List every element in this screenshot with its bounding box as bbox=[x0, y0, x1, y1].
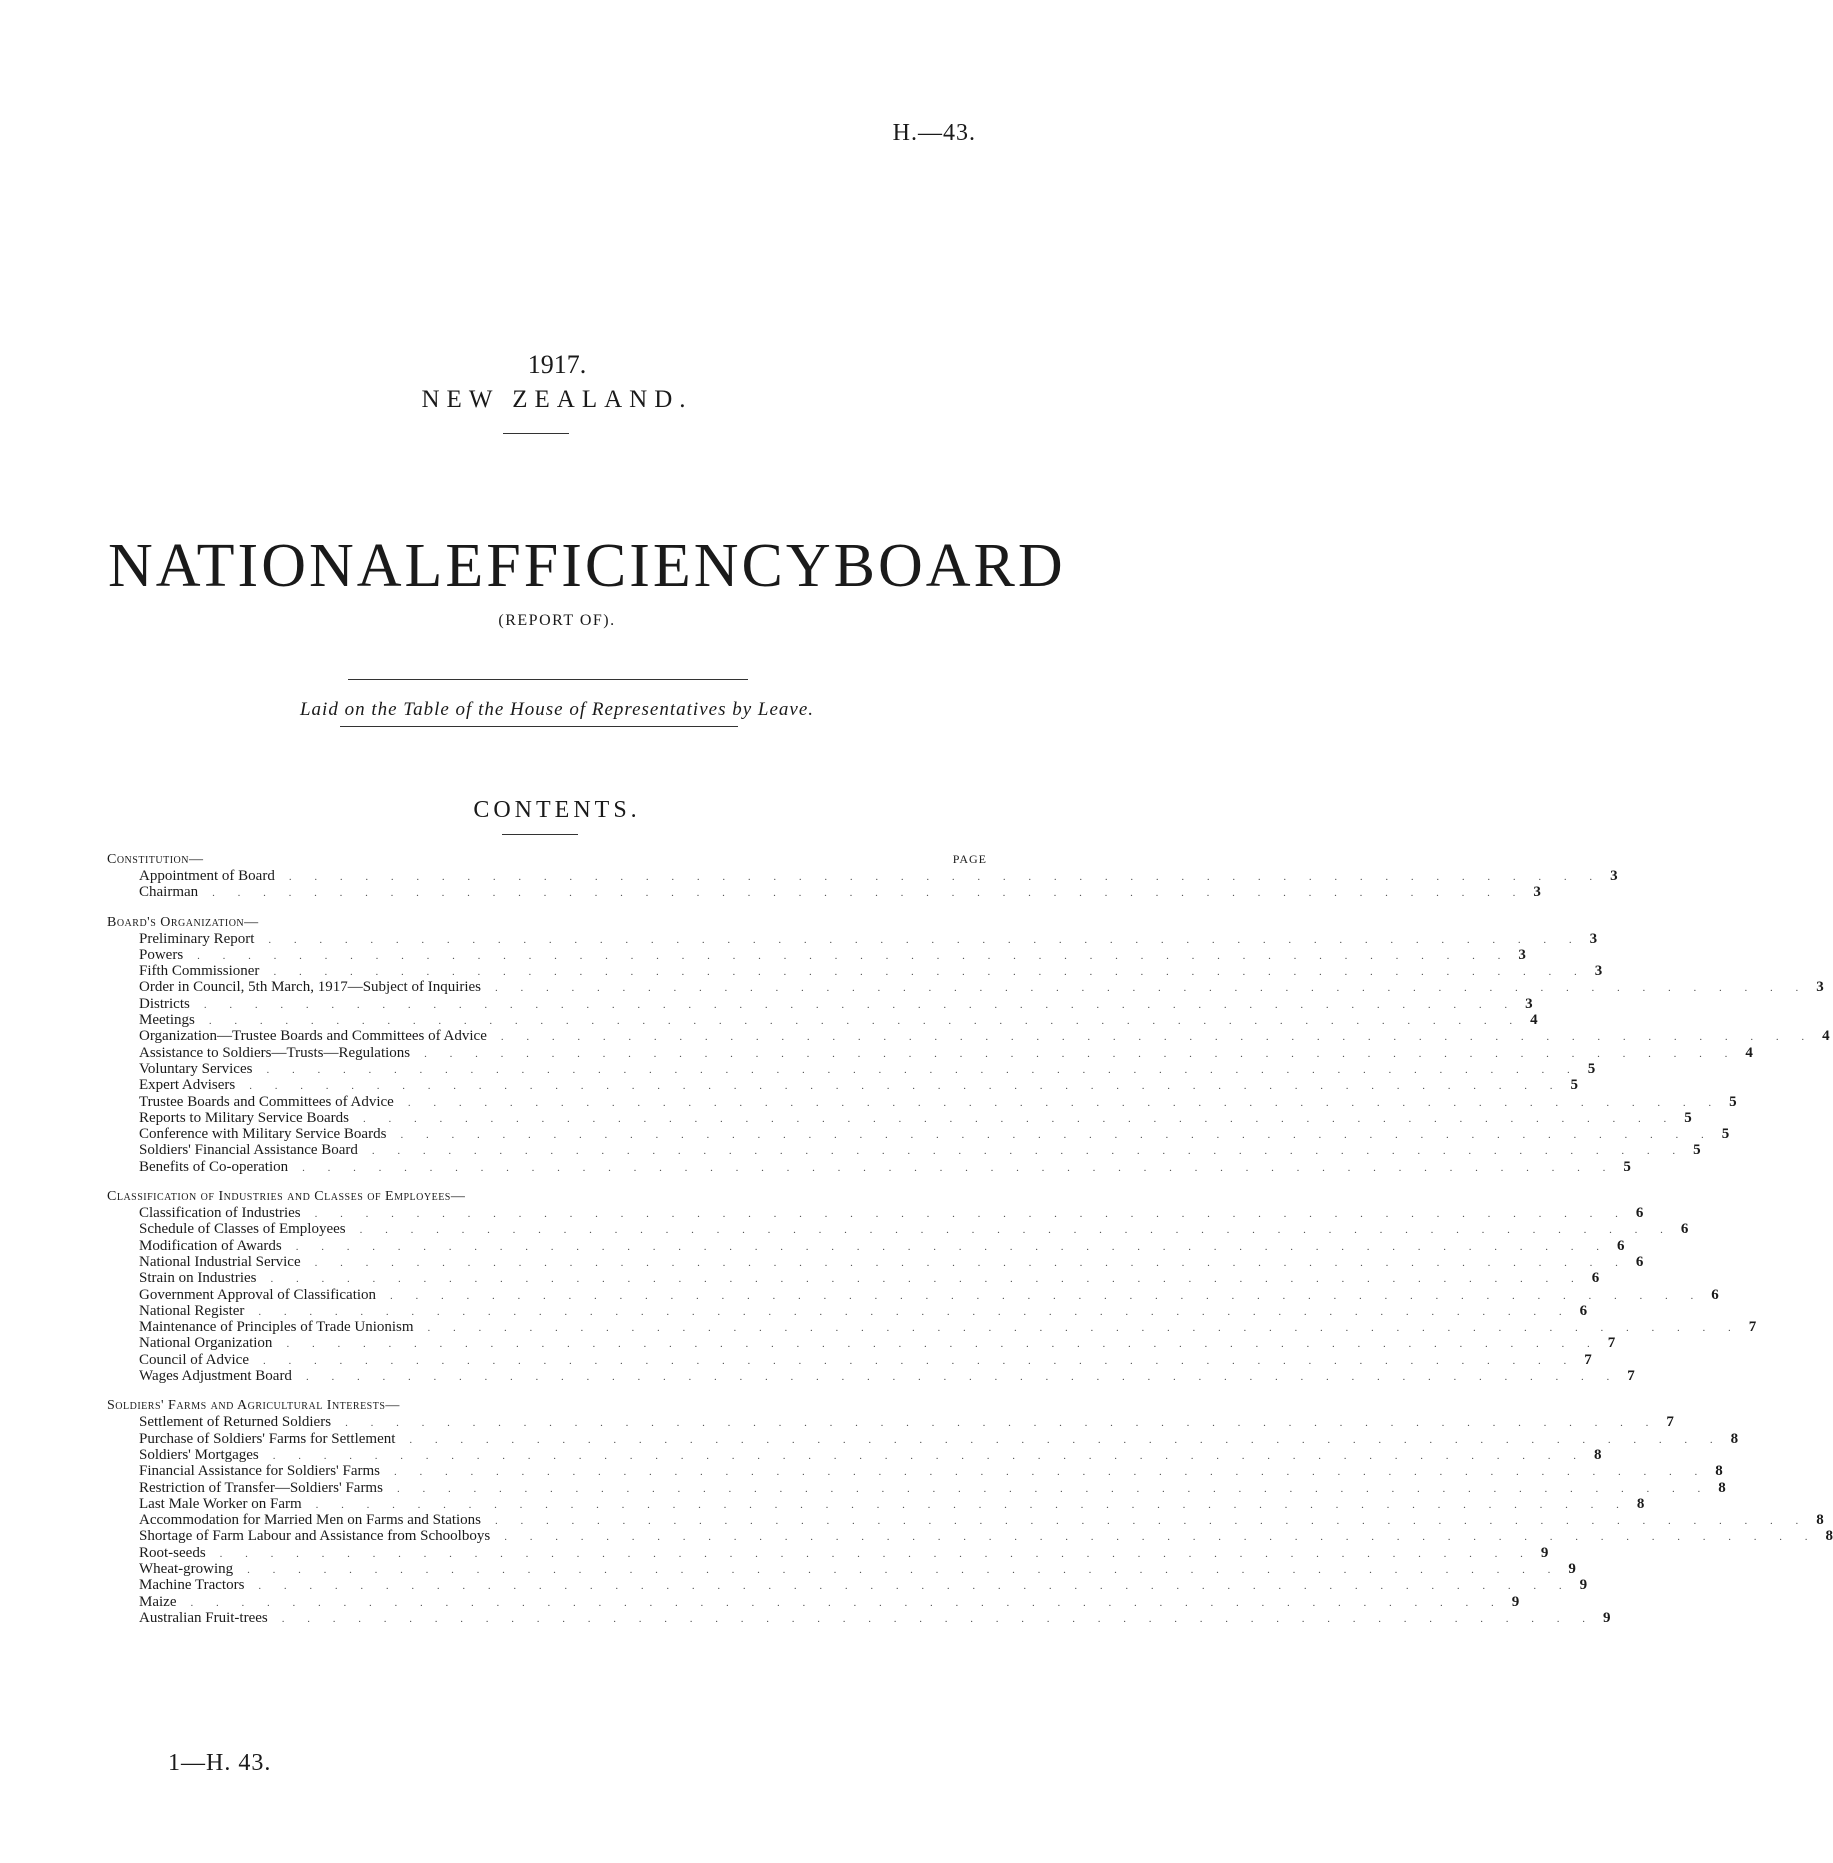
toc-section bbox=[107, 852, 1618, 901]
toc-entry bbox=[107, 1237, 1625, 1254]
toc-entry bbox=[107, 979, 1824, 996]
toc-entry-label: Last Male Worker on Farm bbox=[139, 1495, 302, 1512]
toc-entry bbox=[107, 1109, 1692, 1126]
toc-section-title: Classification of Industries and Classes of Employees— bbox=[107, 1189, 466, 1205]
toc-entry-label: Schedule of Classes of Employees bbox=[139, 1221, 346, 1238]
report-year: 1917. bbox=[527, 350, 587, 379]
toc-entry-page: 6 bbox=[1617, 1237, 1625, 1254]
toc-entry-label: Assistance to Soldiers—Trusts—Regulations bbox=[139, 1044, 411, 1061]
toc-entry-page: 4 bbox=[1822, 1028, 1830, 1045]
toc-entry-label: Strain on Industries bbox=[139, 1270, 257, 1287]
toc-entry-page: 5 bbox=[1729, 1093, 1737, 1110]
toc-entry-page: 5 bbox=[1570, 1077, 1578, 1094]
toc-entry-label: Fifth Commissioner bbox=[139, 963, 260, 980]
toc-entry-label: Council of Advice bbox=[139, 1351, 249, 1368]
toc-entry-label: Appointment of Board bbox=[139, 868, 275, 884]
dot-leader: . . . . . . . . . . . . . . . . . . . . . . . . . . . . . . . . . . . . . . . . . . . . . . . . . . . . bbox=[203, 998, 1518, 1011]
toc-entry-page: 7 bbox=[1607, 1335, 1616, 1352]
toc-entry-label: Districts bbox=[139, 995, 190, 1012]
toc-entry bbox=[107, 1077, 1578, 1094]
toc-entry-label: Government Approval of Classification bbox=[139, 1286, 377, 1303]
toc-entry bbox=[107, 1430, 1739, 1447]
toc-entry bbox=[107, 884, 1541, 901]
toc-entry bbox=[107, 1560, 1576, 1577]
toc-entry-label: Modification of Awards bbox=[139, 1237, 282, 1254]
toc-entry bbox=[107, 1463, 1723, 1480]
toc-entry bbox=[107, 930, 1598, 947]
toc-entry-page: 8 bbox=[1718, 1479, 1726, 1496]
page-column-label: PAGE bbox=[952, 852, 987, 866]
title-word-3: BOARD bbox=[833, 532, 1066, 600]
dot-leader: . . . . . . . . . . . . . . . . . . . . . . . . . . . . . . . . . . . . . . . . . . . . . . . . . . . . bbox=[268, 933, 1582, 946]
toc-entry-label: Trustee Boards and Committees of Advice bbox=[139, 1093, 394, 1110]
toc-entry bbox=[107, 1414, 1674, 1431]
toc-entry-page: 5 bbox=[1623, 1158, 1631, 1175]
toc-entry-page: 3 bbox=[1816, 979, 1824, 996]
toc-section bbox=[107, 1398, 1833, 1626]
toc-entry-page: 9 bbox=[1540, 1544, 1549, 1561]
dot-leader: . . . . . . . . . . . . . . . . . . . . . . . . . . . . . . . . . . . . . . . . . . . . . . . . . . . . bbox=[424, 1047, 1738, 1060]
toc-entry-label: Classification of Industries bbox=[139, 1205, 301, 1222]
dot-leader: . . . . . . . . . . . . . . . . . . . . . . . . . . . . . . . . . . . . . . . . . . . . . . . . . . . . bbox=[314, 1208, 1628, 1221]
toc-entry-page: 5 bbox=[1721, 1126, 1730, 1143]
divider-rule bbox=[502, 834, 578, 835]
dot-leader: . . . . . . . . . . . . . . . . . . . . . . . . . . . . . . . . . . . . . . . . . . . . . . . . . . . . bbox=[262, 1354, 1577, 1367]
toc-entry-page: 9 bbox=[1511, 1593, 1520, 1610]
toc-entry-page: 3 bbox=[1525, 995, 1533, 1012]
dot-leader: . . . . . . . . . . . . . . . . . . . . . . . . . . . . . . . . . . . . . . . . . . . . . . . . . . . . bbox=[314, 1256, 1628, 1269]
toc-entry bbox=[107, 1270, 1600, 1287]
toc-entry-page: 5 bbox=[1587, 1060, 1596, 1077]
dot-leader: . . . . . . . . . . . . . . . . . . . . . . . . . . . . . . . . . . . . . . . . . . . . . . . . . . . . bbox=[504, 1531, 1818, 1544]
toc-entry bbox=[107, 1060, 1596, 1077]
title-word-1: NATIONAL bbox=[108, 532, 446, 600]
toc-entry-label: Accommodation for Married Men on Farms and Stations bbox=[139, 1512, 482, 1529]
dot-leader: . . . . . . . . . . . . . . . . . . . . . . . . . . . . . . . . . . . . . . . . . . . . . . . . . . . . bbox=[258, 1580, 1572, 1593]
toc-entry-page: 8 bbox=[1636, 1495, 1645, 1512]
toc-entry-page: 3 bbox=[1594, 963, 1603, 980]
toc-entry-label: Expert Advisers bbox=[139, 1077, 236, 1094]
toc-entry bbox=[107, 1142, 1701, 1159]
toc-entry bbox=[107, 1495, 1645, 1512]
dot-leader: . . . . . . . . . . . . . . . . . . . . . . . . . . . . . . . . . . . . . . . . . . . . . . . . . . . . bbox=[219, 1547, 1533, 1560]
toc-entry bbox=[107, 946, 1526, 963]
toc-entry bbox=[107, 995, 1533, 1012]
toc-entry-page: 3 bbox=[1610, 868, 1618, 884]
toc-entry bbox=[107, 1126, 1730, 1143]
toc-entry-page: 4 bbox=[1745, 1044, 1753, 1061]
toc-entry-label: Meetings bbox=[139, 1012, 195, 1029]
toc-entry-page: 6 bbox=[1579, 1302, 1588, 1319]
dot-leader: . . . . . . . . . . . . . . . . . . . . . . . . . . . . . . . . . . . . . . . . . . . . . . . . . . . . bbox=[315, 1498, 1629, 1511]
laid-statement: Laid on the Table of the House of Representatives by Leave. bbox=[299, 699, 815, 720]
dot-leader: . . . . . . . . . . . . . . . . . . . . . . . . . . . . . . . . . . . . . . . . . . . . . . . . . . . . bbox=[427, 1322, 1741, 1335]
toc-entry bbox=[107, 1158, 1631, 1175]
toc-sections bbox=[107, 852, 1833, 1626]
dot-leader: . . . . . . . . . . . . . . . . . . . . . . . . . . . . . . . . . . . . . . . . . . . . . . . . . . . . bbox=[407, 1096, 1722, 1109]
toc-entry bbox=[107, 1012, 1538, 1029]
toc-entry-label: Settlement of Returned Soldiers bbox=[139, 1414, 332, 1431]
toc-entry-label: National Register bbox=[139, 1302, 245, 1319]
dot-leader: . . . . . . . . . . . . . . . . . . . . . . . . . . . . . . . . . . . . . . . . . . . . . . . . . . . . bbox=[270, 1273, 1584, 1286]
toc-entry-page: 6 bbox=[1635, 1253, 1644, 1270]
toc-entry bbox=[107, 1253, 1644, 1270]
toc-entry-page: 7 bbox=[1666, 1414, 1674, 1431]
toc-entry-page: 9 bbox=[1579, 1577, 1588, 1594]
toc-entry-page: 9 bbox=[1602, 1609, 1611, 1626]
toc-entry bbox=[107, 1368, 1635, 1385]
document-subtitle: (REPORT OF). bbox=[498, 612, 616, 629]
dot-leader: . . . . . . . . . . . . . . . . . . . . . . . . . . . . . . . . . . . . . . . . . . . . . . . . . . . . bbox=[371, 1145, 1686, 1158]
toc-entry-label: National Industrial Service bbox=[139, 1253, 301, 1270]
toc-entry-page: 5 bbox=[1693, 1142, 1701, 1159]
dot-leader: . . . . . . . . . . . . . . . . . . . . . . . . . . . . . . . . . . . . . . . . . . . . . . . . . . . . bbox=[266, 1063, 1580, 1076]
toc-section bbox=[107, 1189, 1757, 1385]
toc-entry-page: 8 bbox=[1730, 1430, 1739, 1447]
toc-entry-page: 3 bbox=[1589, 930, 1598, 947]
dot-leader: . . . . . . . . . . . . . . . . . . . . . . . . . . . . . . . . . . . . . . . . . . . . . . . . . . . . bbox=[394, 1466, 1708, 1479]
dot-leader: . . . . . . . . . . . . . . . . . . . . . . . . . . . . . . . . . . . . . . . . . . . . . . . . . . . . bbox=[302, 1161, 1616, 1174]
toc-entry-label: Shortage of Farm Labour and Assistance from Schoolboys bbox=[139, 1528, 491, 1545]
toc-entry bbox=[107, 1319, 1757, 1336]
divider-rule bbox=[503, 433, 569, 434]
country-name: NEW ZEALAND. bbox=[421, 386, 693, 413]
document-reference: H.—43. bbox=[892, 120, 976, 146]
toc-entry bbox=[107, 1577, 1588, 1594]
title-word-2: EFFICIENCY bbox=[445, 532, 834, 600]
toc-entry-page: 7 bbox=[1748, 1319, 1757, 1336]
document-title bbox=[108, 532, 1066, 600]
dot-leader: . . . . . . . . . . . . . . . . . . . . . . . . . . . . . . . . . . . . . . . . . . . . . . . . . . . . bbox=[495, 1515, 1809, 1528]
toc-entry bbox=[107, 1479, 1726, 1496]
dot-leader: . . . . . . . . . . . . . . . . . . . . . . . . . . . . . . . . . . . . . . . . . . . . . . . . . . . . bbox=[345, 1417, 1659, 1430]
toc-entry-page: 7 bbox=[1584, 1351, 1592, 1368]
dot-leader: . . . . . . . . . . . . . . . . . . . . . . . . . . . . . . . . . . . . . . . . . . . . . . . . . . . . bbox=[190, 1596, 1504, 1609]
toc-entry bbox=[107, 1205, 1644, 1222]
toc-entry-page: 8 bbox=[1594, 1446, 1602, 1463]
toc-entry-page: 6 bbox=[1591, 1270, 1600, 1287]
toc-entry bbox=[107, 1609, 1611, 1626]
toc-entry-label: Australian Fruit-trees bbox=[139, 1609, 268, 1626]
dot-leader: . . . . . . . . . . . . . . . . . . . . . . . . . . . . . . . . . . . . . . . . . . . . . . . . . . . . bbox=[400, 1129, 1714, 1142]
toc-section bbox=[107, 914, 1830, 1175]
dot-leader: . . . . . . . . . . . . . . . . . . . . . . . . . . . . . . . . . . . . . . . . . . . . . . . . . . . . bbox=[212, 887, 1526, 900]
toc-entry-label: Root-seeds bbox=[139, 1544, 206, 1561]
dot-leader: . . . . . . . . . . . . . . . . . . . . . . . . . . . . . . . . . . . . . . . . . . . . . . . . . . . . bbox=[288, 871, 1603, 883]
toc-section-title: Board's Organization— bbox=[107, 914, 259, 930]
dot-leader: . . . . . . . . . . . . . . . . . . . . . . . . . . . . . . . . . . . . . . . . . . . . . . . . . . . . bbox=[281, 1612, 1595, 1625]
toc-entry-label: National Organization bbox=[139, 1335, 273, 1352]
toc-section-title: Soldiers' Farms and Agricultural Interests— bbox=[107, 1398, 400, 1414]
toc-entry-page: 3 bbox=[1533, 884, 1541, 901]
toc-entry bbox=[107, 1446, 1602, 1463]
dot-leader: . . . . . . . . . . . . . . . . . . . . . . . . . . . . . . . . . . . . . . . . . . . . . . . . . . . . bbox=[305, 1371, 1620, 1384]
toc-entry bbox=[107, 1044, 1753, 1061]
toc-entry-label: Financial Assistance for Soldiers' Farms bbox=[139, 1463, 381, 1480]
contents-heading: CONTENTS. bbox=[473, 797, 641, 823]
dot-leader: . . . . . . . . . . . . . . . . . . . . . . . . . . . . . . . . . . . . . . . . . . . . . . . . . . . . bbox=[249, 1080, 1563, 1093]
toc-entry-label: Soldiers' Financial Assistance Board bbox=[139, 1142, 358, 1159]
toc-entry-label: Wheat-growing bbox=[139, 1560, 234, 1577]
toc-section-title: Constitution— bbox=[107, 852, 204, 867]
dot-leader: . . . . . . . . . . . . . . . . . . . . . . . . . . . . . . . . . . . . . . . . . . . . . . . . . . . . bbox=[390, 1289, 1704, 1302]
toc-entry-page: 6 bbox=[1711, 1286, 1719, 1303]
dot-leader: . . . . . . . . . . . . . . . . . . . . . . . . . . . . . . . . . . . . . . . . . . . . . . . . . . . . bbox=[409, 1433, 1723, 1446]
toc-entry-label: Chairman bbox=[139, 884, 199, 901]
toc-entry-page: 7 bbox=[1627, 1368, 1635, 1385]
dot-leader: . . . . . . . . . . . . . . . . . . . . . . . . . . . . . . . . . . . . . . . . . . . . . . . . . . . . bbox=[362, 1112, 1677, 1125]
toc-entry-page: 8 bbox=[1816, 1512, 1824, 1529]
toc-entry bbox=[107, 1544, 1549, 1561]
toc-entry bbox=[107, 1351, 1592, 1368]
sheet-signature: 1—H. 43. bbox=[168, 1750, 272, 1776]
dot-leader: . . . . . . . . . . . . . . . . . . . . . . . . . . . . . . . . . . . . . . . . . . . . . . . . . . . . bbox=[208, 1015, 1523, 1028]
toc-entry bbox=[107, 1302, 1588, 1319]
toc-entry-label: Soldiers' Mortgages bbox=[139, 1446, 259, 1463]
toc-entry bbox=[107, 1093, 1737, 1110]
toc-entry-page: 4 bbox=[1530, 1012, 1538, 1029]
toc-entry bbox=[107, 1512, 1824, 1529]
toc-entry bbox=[107, 1528, 1833, 1545]
dot-leader: . . . . . . . . . . . . . . . . . . . . . . . . . . . . . . . . . . . . . . . . . . . . . . . . . . . . bbox=[273, 966, 1587, 979]
toc-entry-page: 5 bbox=[1684, 1109, 1692, 1126]
toc-entry-label: Restriction of Transfer—Soldiers' Farms bbox=[139, 1479, 383, 1496]
toc-entry-label: Benefits of Co-operation bbox=[139, 1158, 289, 1175]
toc-entry-label: Conference with Military Service Boards bbox=[139, 1126, 387, 1143]
divider-rule bbox=[340, 726, 738, 727]
dot-leader: . . . . . . . . . . . . . . . . . . . . . . . . . . . . . . . . . . . . . . . . . . . . . . . . . . . . bbox=[247, 1563, 1561, 1576]
dot-leader: . . . . . . . . . . . . . . . . . . . . . . . . . . . . . . . . . . . . . . . . . . . . . . . . . . . . bbox=[272, 1449, 1587, 1462]
toc-entry-label: Powers bbox=[139, 946, 184, 963]
toc-entry bbox=[107, 1286, 1719, 1303]
toc-entry bbox=[107, 1221, 1689, 1238]
toc-entry-label: Wages Adjustment Board bbox=[139, 1368, 292, 1385]
dot-leader: . . . . . . . . . . . . . . . . . . . . . . . . . . . . . . . . . . . . . . . . . . . . . . . . . . . . bbox=[197, 949, 1511, 962]
toc-entry bbox=[107, 1335, 1616, 1352]
toc-entry bbox=[107, 1593, 1520, 1610]
table-of-contents bbox=[107, 852, 1833, 1640]
toc-entry-page: 3 bbox=[1518, 946, 1526, 963]
toc-entry-label: Purchase of Soldiers' Farms for Settlement bbox=[139, 1430, 396, 1447]
toc-entry-label: Voluntary Services bbox=[139, 1060, 253, 1077]
toc-entry-label: Maintenance of Principles of Trade Unionism bbox=[139, 1319, 414, 1336]
toc-entry-page: 8 bbox=[1825, 1528, 1833, 1545]
dot-leader: . . . . . . . . . . . . . . . . . . . . . . . . . . . . . . . . . . . . . . . . . . . . . . . . . . . . bbox=[258, 1305, 1572, 1318]
toc-entry-page: 6 bbox=[1635, 1205, 1644, 1222]
dot-leader: . . . . . . . . . . . . . . . . . . . . . . . . . . . . . . . . . . . . . . . . . . . . . . . . . . . . bbox=[396, 1482, 1711, 1495]
toc-entry-label: Organization—Trustee Boards and Committees of Advice bbox=[139, 1028, 487, 1045]
toc-entry-page: 6 bbox=[1680, 1221, 1689, 1238]
toc-entry-label: Order in Council, 5th March, 1917—Subject of Inquiries bbox=[139, 979, 482, 996]
dot-leader: . . . . . . . . . . . . . . . . . . . . . . . . . . . . . . . . . . . . . . . . . . . . . . . . . . . . bbox=[286, 1338, 1600, 1351]
toc-entry bbox=[107, 868, 1618, 884]
dot-leader: . . . . . . . . . . . . . . . . . . . . . . . . . . . . . . . . . . . . . . . . . . . . . . . . . . . . bbox=[359, 1224, 1673, 1237]
toc-entry-label: Maize bbox=[139, 1593, 177, 1610]
toc-entry-label: Machine Tractors bbox=[139, 1577, 245, 1594]
toc-entry-page: 8 bbox=[1715, 1463, 1723, 1480]
toc-entry bbox=[107, 1028, 1830, 1045]
dot-leader: . . . . . . . . . . . . . . . . . . . . . . . . . . . . . . . . . . . . . . . . . . . . . . . . . . . . bbox=[495, 982, 1809, 995]
toc-entry bbox=[107, 963, 1603, 980]
toc-entry-label: Reports to Military Service Boards bbox=[139, 1109, 349, 1126]
divider-rule bbox=[348, 679, 748, 680]
toc-entry-page: 9 bbox=[1568, 1560, 1576, 1577]
dot-leader: . . . . . . . . . . . . . . . . . . . . . . . . . . . . . . . . . . . . . . . . . . . . . . . . . . . . bbox=[500, 1031, 1815, 1044]
dot-leader: . . . . . . . . . . . . . . . . . . . . . . . . . . . . . . . . . . . . . . . . . . . . . . . . . . . . bbox=[295, 1240, 1610, 1253]
toc-entry-label: Preliminary Report bbox=[139, 930, 255, 947]
